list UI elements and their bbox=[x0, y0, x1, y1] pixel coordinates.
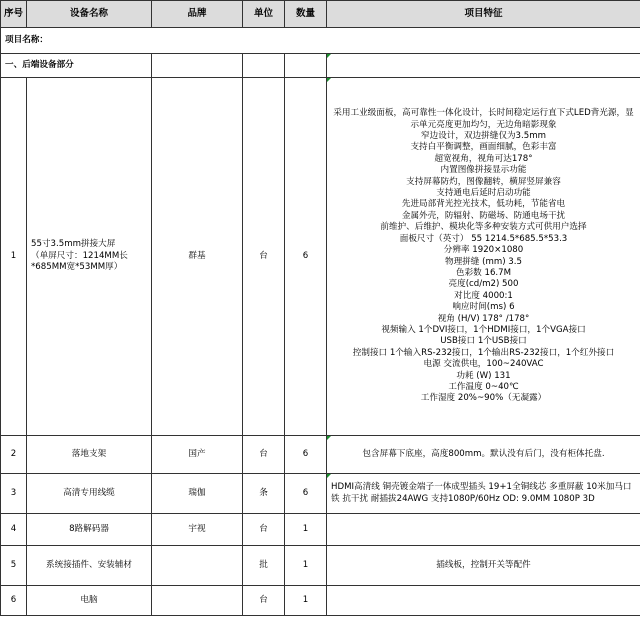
row-brand: 国产 bbox=[152, 436, 243, 474]
row-brand: 宇视 bbox=[152, 514, 243, 546]
row-features bbox=[327, 514, 640, 546]
row-no: 4 bbox=[1, 514, 27, 546]
row-name: 落地支架 bbox=[27, 436, 152, 474]
section-cell-empty bbox=[152, 54, 243, 78]
row-features: 包含屏幕下底座，高度800mm。默认没有后门，没有柜体托盘. bbox=[327, 436, 640, 474]
row-name: 电脑 bbox=[27, 586, 152, 616]
row-qty: 1 bbox=[285, 586, 327, 616]
table-row bbox=[1, 586, 640, 616]
project-row bbox=[1, 28, 640, 54]
row-features bbox=[327, 586, 640, 616]
header-features: 项目特征 bbox=[327, 1, 640, 28]
header-brand: 品牌 bbox=[152, 1, 243, 28]
header-qty: 数量 bbox=[285, 1, 327, 28]
section-cell-empty bbox=[327, 54, 640, 78]
table-row bbox=[1, 546, 640, 586]
header-no: 序号 bbox=[1, 1, 27, 28]
table-row bbox=[1, 78, 640, 436]
row-unit: 条 bbox=[243, 474, 285, 514]
section-row bbox=[1, 54, 640, 78]
row-unit: 台 bbox=[243, 78, 285, 436]
row-qty: 6 bbox=[285, 78, 327, 436]
row-brand bbox=[152, 546, 243, 586]
row-no: 3 bbox=[1, 474, 27, 514]
row-no: 5 bbox=[1, 546, 27, 586]
section-cell-empty bbox=[243, 54, 285, 78]
table-row bbox=[1, 436, 640, 474]
row-brand: 瑞伽 bbox=[152, 474, 243, 514]
header-unit: 单位 bbox=[243, 1, 285, 28]
table-row bbox=[1, 514, 640, 546]
row-no: 6 bbox=[1, 586, 27, 616]
section-cell-empty bbox=[285, 54, 327, 78]
row-unit: 台 bbox=[243, 586, 285, 616]
project-label: 项目名称： bbox=[1, 28, 640, 54]
row-name: 8路解码器 bbox=[27, 514, 152, 546]
row-brand bbox=[152, 586, 243, 616]
row-no: 2 bbox=[1, 436, 27, 474]
row-features: HDMI高清线 铜壳镀金端子一体成型插头 19+1全铜线芯 多重屏蔽 10米加马口铁 抗干扰 耐插拔24AWG 支持1080P/60Hz OD: 9.0MM 1080P 3D bbox=[327, 474, 640, 514]
row-no: 1 bbox=[1, 78, 27, 436]
row-unit: 台 bbox=[243, 436, 285, 474]
section-label: 一、后端设备部分 bbox=[1, 54, 152, 78]
header-row bbox=[1, 1, 640, 28]
row-qty: 6 bbox=[285, 436, 327, 474]
table-row bbox=[1, 474, 640, 514]
row-unit: 批 bbox=[243, 546, 285, 586]
row-features: 采用工业级面板，高可靠性一体化设计，长时间稳定运行直下式LED背光源，显示单元亮度更加均匀，无边角暗影现象 窄边设计，双边拼缝仅为3.5mm 支持白平衡调整，画面细腻，色彩丰富 超宽视角，视角可达178° 内置图像拼接显示功能 支持屏幕防灼，图像翻转，横屏竖屏兼容 支持通电后延时启动功能 先进局部背光控光技术，低功耗，节能省电 金属外壳，防辐射、防磁场、防通电场干扰 前维护、后维护、模块化等多种安装方式可供用户选择 面板尺寸（英寸） 55 1214.5*685.5*53.3 分辨率 1920×1080 物理拼缝 (mm) 3.5 色彩数 16.7M 亮度(cd/m2) 500 对比度 4000:1 响应时间(ms) 6 视角 (H/V) 178° /178° 视频输入 1个DVI接口，1个HDMI接口，1个VGA接口 USB接口 1个USB接口 控制接口 1个输入RS-232接口，1个输出RS-232接口，1个红外接口 电源 交流供电，100~240VAC 功耗 (W) 131 工作温度 0~40℃ 工作湿度 20%~90%（无凝露） bbox=[327, 78, 640, 436]
header-name: 设备名称 bbox=[27, 1, 152, 28]
row-features: 插线板，控制开关等配件 bbox=[327, 546, 640, 586]
row-name: 高清专用线缆 bbox=[27, 474, 152, 514]
row-brand: 群基 bbox=[152, 78, 243, 436]
row-qty: 6 bbox=[285, 474, 327, 514]
row-name: 55寸3.5mm拼接大屏 （单屏尺寸：1214MM长 *685MM宽*53MM厚） bbox=[27, 78, 152, 436]
row-name: 系统接插件、安装辅材 bbox=[27, 546, 152, 586]
row-unit: 台 bbox=[243, 514, 285, 546]
row-qty: 1 bbox=[285, 514, 327, 546]
row-qty: 1 bbox=[285, 546, 327, 586]
